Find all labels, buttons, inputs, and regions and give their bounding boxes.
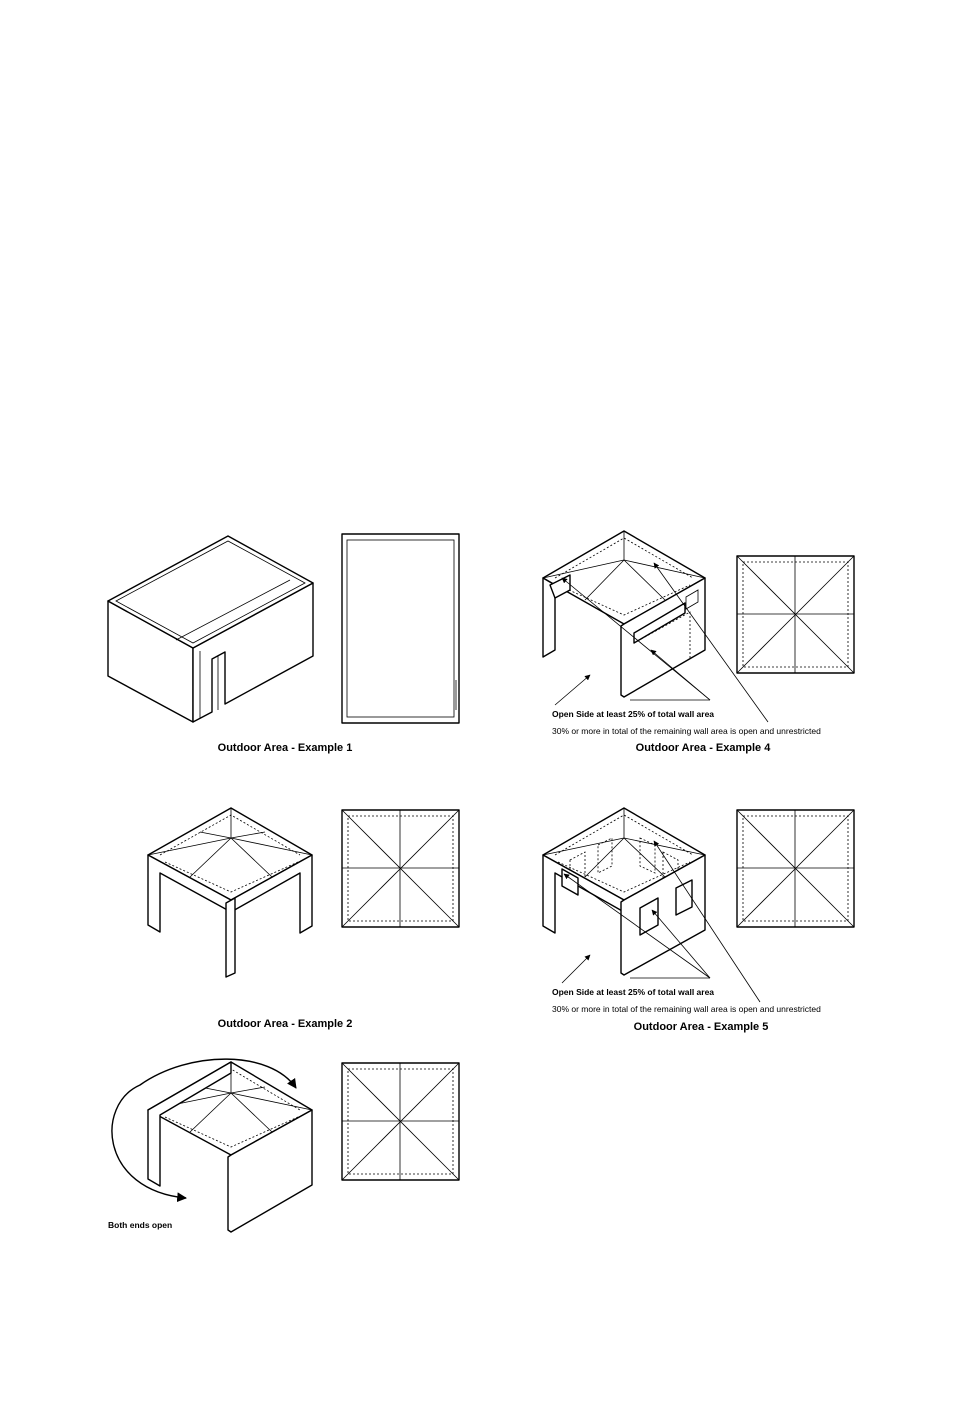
example-1-plan-view [342,534,459,723]
example-2 [148,808,459,1030]
example-4-plan-view [737,556,854,673]
example-1 [108,534,459,754]
example-1-box-isometric [108,536,313,722]
example-2-caption: Outdoor Area - Example 2 [217,1018,353,1030]
example-5-open-side-note: Open Side at least 25% of total wall area [552,987,715,997]
example-4-open-side-note: Open Side at least 25% of total wall area [552,709,715,719]
example-4-remaining-note: 30% or more in total of the remaining wall area is open and unrestricted [552,726,821,736]
example-5-caption: Outdoor Area - Example 5 [633,1021,769,1033]
example-4 [543,531,854,754]
example-2-gazebo-isometric [148,808,312,977]
example-5-plan-view [737,810,854,927]
example-2-plan-view [342,810,459,927]
example-5 [543,808,854,1033]
example-3-plan-view [342,1063,459,1180]
example-5-remaining-note: 30% or more in total of the remaining wall area is open and unrestricted [552,1004,821,1014]
example-1-caption: Outdoor Area - Example 1 [217,742,353,754]
example-4-gazebo-isometric [543,531,768,722]
example-3-caption: Both ends open [108,1220,173,1230]
example-3-gazebo-isometric [112,1059,312,1232]
example-5-gazebo-isometric [543,808,760,1002]
example-3 [108,1059,459,1232]
example-4-caption: Outdoor Area - Example 4 [635,742,771,754]
